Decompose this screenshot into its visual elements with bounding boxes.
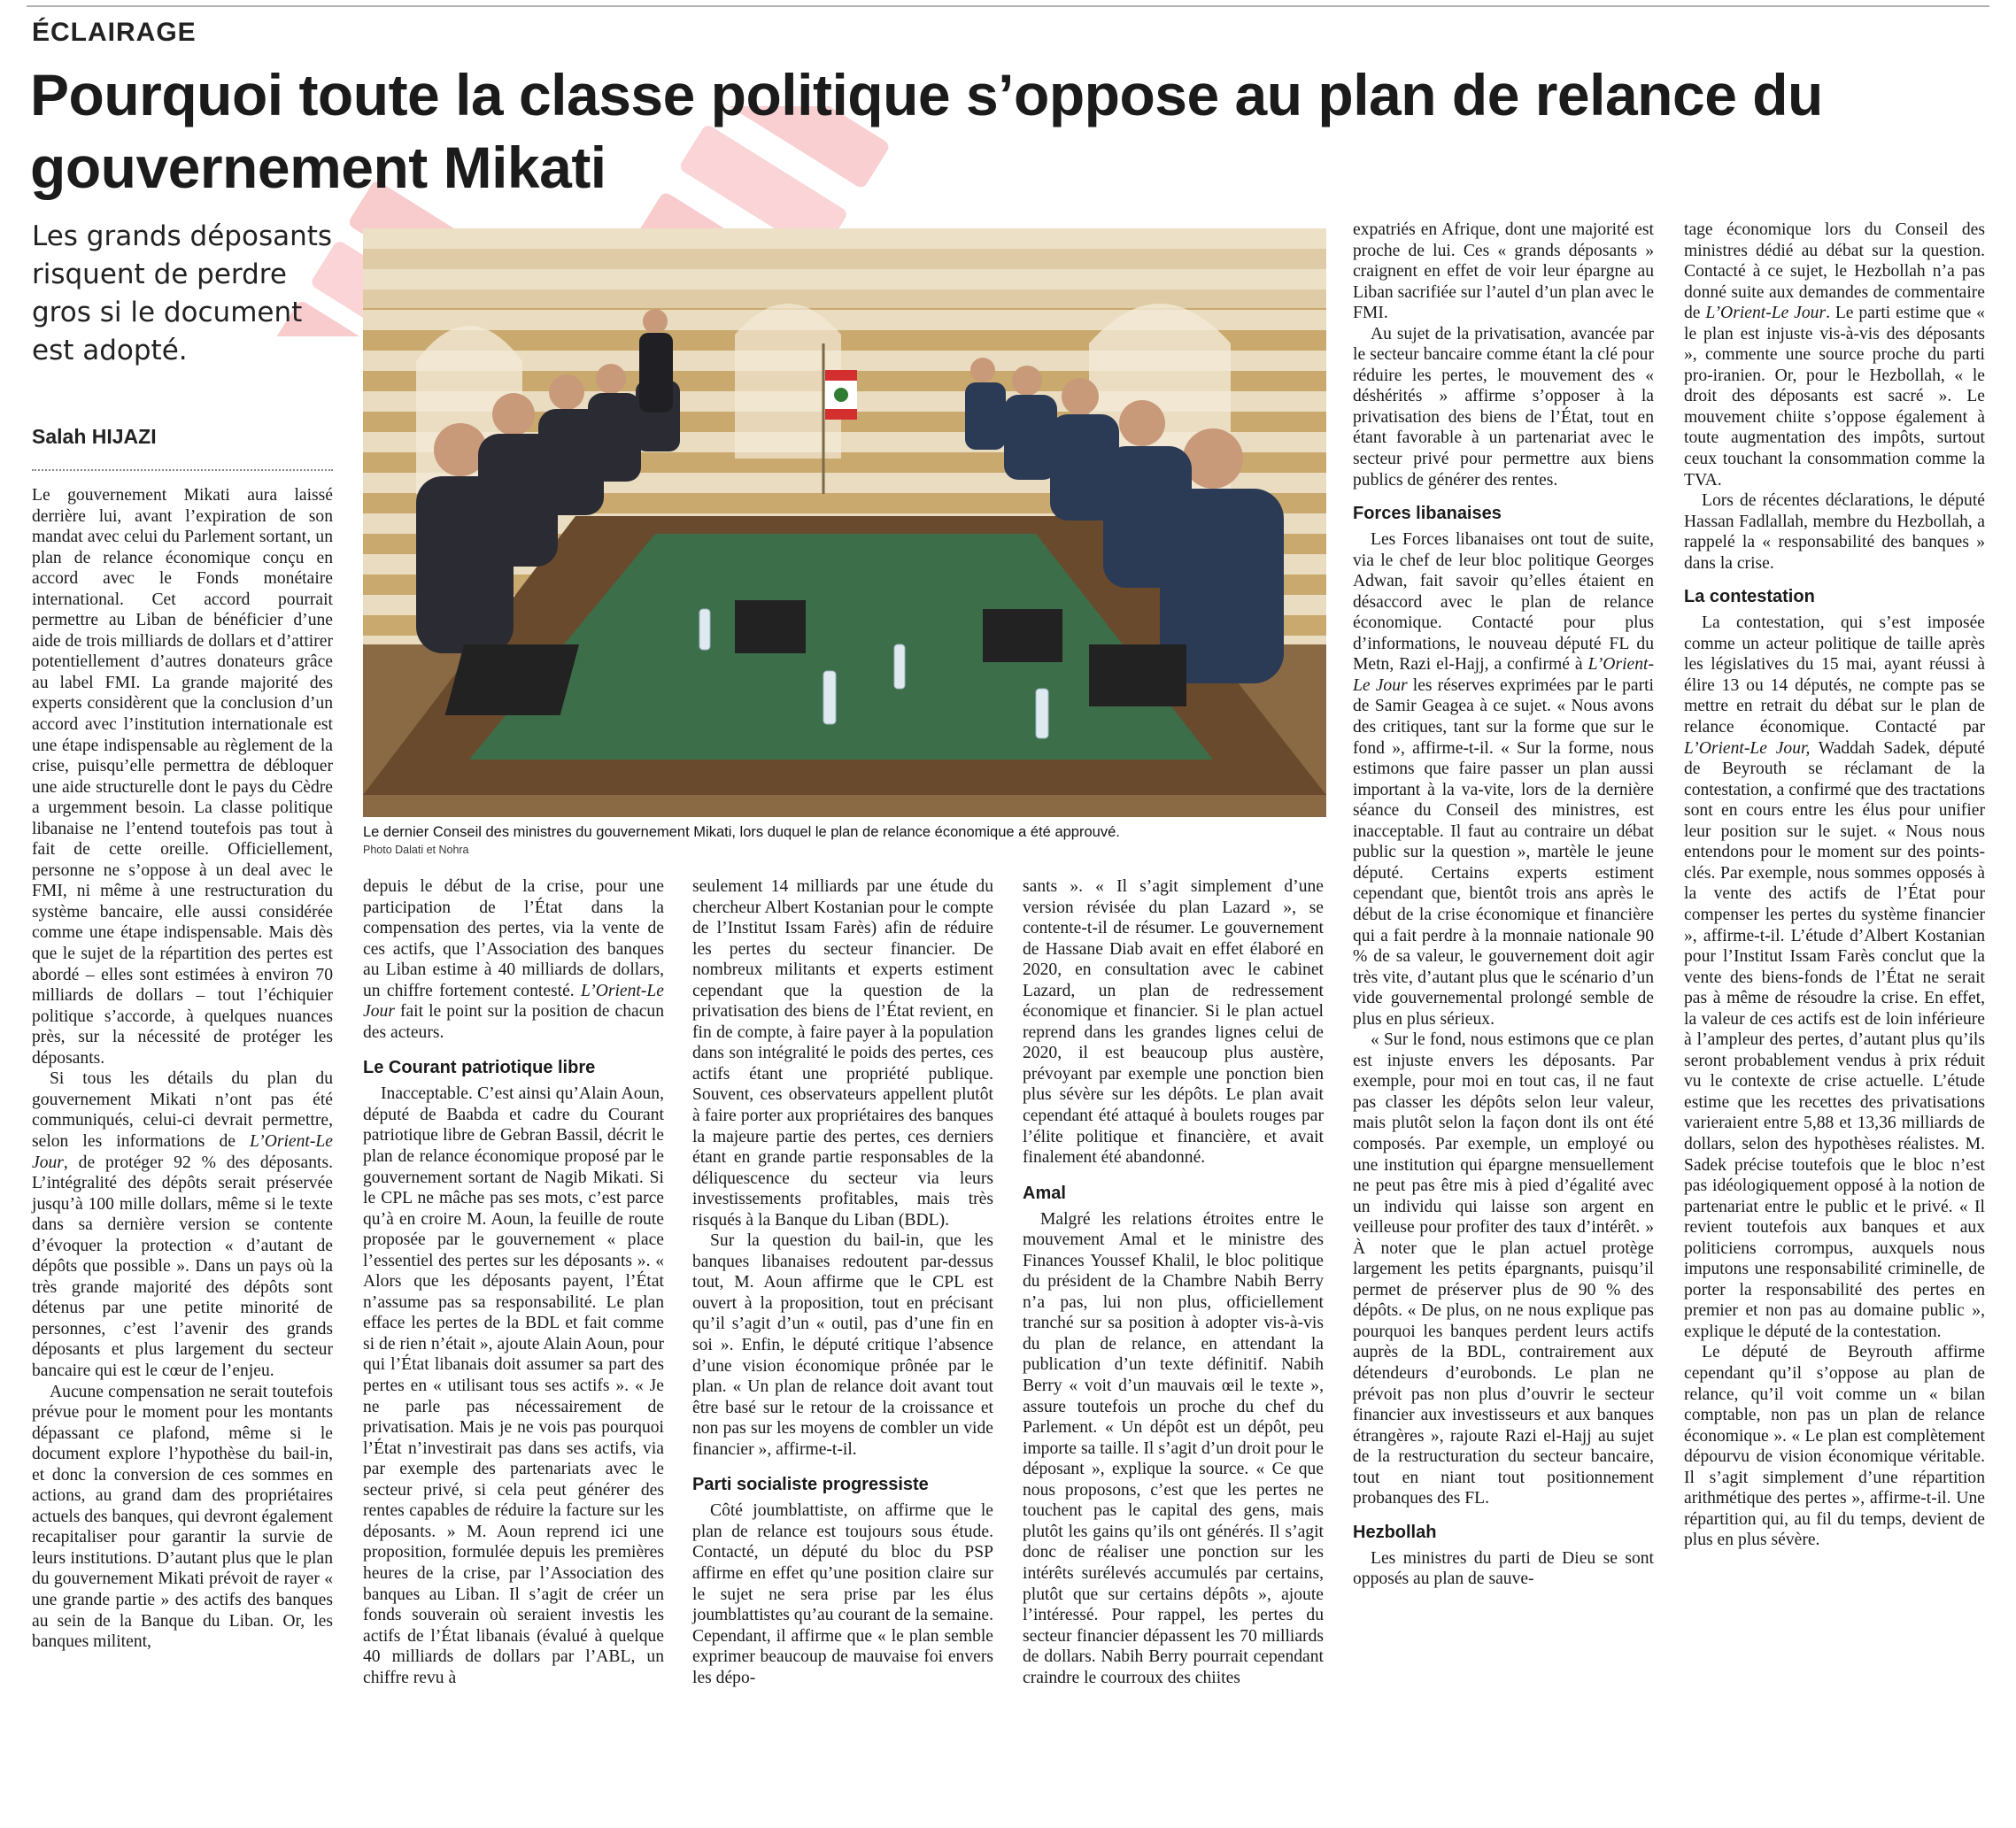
paragraph: sants ». « Il s’agit simplement d’une version révisée du plan Lazard », se contente-t-il de résumer. Le gouvernement de Hassane Diab avait en effet élaboré en 2020, en consultation avec le cabinet Lazard, un plan de redressement économique et financier. Si le plan actuel reprend dans les grandes lignes celui de 2020, il est beaucoup plus austère, prévoyant par exemple une ponction bien plus sévère sur les dépôts. Le plan avait cependant été attaqué à boulets rouges par l’élite politique et financière, et avait finalement été abandonné. <box>1023 877 1324 1168</box>
column-1 <box>32 485 333 1653</box>
paragraph: La contestation, qui s’est imposée comme un acteur politique de taille après les législatives du 15 mai, ayant réussi à élire 13 ou 14 députés, ne compte pas se mettre en retrait du débat sur le plan de relance économique. Contacté par L’Orient-Le Jour, Waddah Sadek, député de Beyrouth se réclamant de la contestation, a confirmé que des tractations sont en cours entre les élus pour unifier leur position sur le sujet. « Nous nous entendons pour le moment sur des points-clés. Par exemple, nous sommes opposés à la vente des actifs de l’État pour compenser les pertes du système financier », affirme-t-il. L’étude d’Albert Kostanian pour l’Institut Issam Farès conclut que la vente des biens-fonds de l’État ne serait pas à même de résoudre la crise. En effet, la valeur de ces actifs est de loin inférieure à l’ampleur des pertes, d’autant plus qu’ils seront probablement vendus à prix réduit vu le contexte de crise actuelle. L’étude estime que les recettes des privatisations varieraient entre 5,88 et 13,36 milliards de dollars, selon des hypothèses réalistes. M. Sadek précise toutefois que le bloc n’est pas idéologiquement opposé à la notion de partenariat entre le public et le privé. « Il revient toutefois aux banques et aux politiciens corrompus, auxquels nous imputons une responsabilité criminelle, de porter la responsabilité des pertes en premier et non pas au domaine public », explique le député de la contestation. <box>1684 613 1986 1341</box>
subhead-cpl: Le Courant patriotique libre <box>363 1058 596 1078</box>
byline: Salah HIJAZI <box>32 425 157 448</box>
section-kicker: ÉCLAIRAGE <box>32 18 197 47</box>
paragraph: Le gouvernement Mikati aura laissé derrière lui, avant l’expiration de son mandat avec celui du Parlement sortant, un plan de relance économique conçu en accord avec le Fonds monétaire international. Cet accord pourrait permettre au Liban de bénéficier d’une aide de trois milliards de dollars et d’attirer potentiellement d’autres donateurs grâce au label FMI. La grande majorité des experts considèrent que la conclusion d’un accord avec l’institution internationale est une étape indispensable au règlement de la crise, puisqu’elle permettra de débloquer une aide structurelle dont le pays du Cèdre a urgemment besoin. La classe politique libanaise ne l’entend toutefois pas tout à fait de cette oreille. Officiellement, personne ne s’oppose à un deal avec le FMI, ni même à une restructuration du système bancaire, elle aussi considérée comme une étape indispensable. Mais dès que le sujet de la répartition des pertes est abordé – elles sont estimées à environ 70 milliards de dollars – tout l’échiquier politique s’accorde, à quelques nuances près, sur la nécessité de protéger les déposants. <box>32 486 333 1068</box>
paragraph: Aucune compensation ne serait toutefois prévue pour le moment pour les montants dépassant ce plafond, même si le document explore l’hypothèse du bail-in, et donc la conversion de ces sommes en actions, au grand dam des propriétaires actuels des banques, qui devront également recapitaliser pour garantir la survie de leurs institutions. D’autant plus que le plan du gouvernement Mikati prévoit de rayer « une grande partie » des actifs des banques au sein de la Banque du Liban. Or, les banques militent, <box>32 1382 333 1652</box>
column-2 <box>363 876 664 1688</box>
paragraph: Sur la question du bail-in, que les banques libanaises redoutent par-dessus tout, M. Aoun affirme que le CPL est ouvert à la proposition, tout en précisant qu’il s’agit d’un « outil, pas d’une fin en soi ». Enfin, le député critique l’absence d’une vision économique prônée par le plan. « Un plan de relance doit avant tout être basé sur le retour de la croissance et non pas sur les moyens de combler un vide financier », affirme-t-il. <box>692 1231 993 1459</box>
byline-rule <box>32 469 333 471</box>
meeting-photo-drawing <box>363 228 1326 817</box>
top-rule <box>27 5 1989 7</box>
column-3 <box>692 876 993 1688</box>
paragraph: Malgré les relations étroites entre le mouvement Amal et le ministre des Finances Youssef Khalil, le bloc politique du président de la Chambre Nabih Berry n’a pas, lui non plus, officiellement tranché sur sa position à adopter vis-à-vis du plan de relance, en attendant la publication d’un texte définitif. Nabih Berry « voit d’un mauvais œil le texte », assure toutefois un proche du chef du Parlement. « Un dépôt est un dépôt, peu importe sa taille. Il s’agit d’un droit pour le déposant », explique la source. « Ce que nous proposons, c’est que les pertes ne touchent pas le capital des gens, mais plutôt les gains qu’ils ont générés. Il s’agit donc de réaliser une ponction sur les intérêts surélevés accumulés par certains, plutôt que sur certains dépôts », ajoute l’intéressé. Pour rappel, les pertes du secteur financier dépassent les 70 milliards de dollars. Nabih Berry pourrait cependant craindre le courroux des chiites <box>1023 1209 1324 1687</box>
lede: Les grands déposants risquent de perdre gros si le document est adopté. <box>32 220 333 366</box>
column-6 <box>1684 220 1985 1551</box>
subhead-psp: Parti socialiste progressiste <box>692 1475 929 1495</box>
paragraph: Les Forces libanaises ont tout de suite, via le chef de leur bloc politique Georges Adwan, fait savoir qu’elles étaient en désaccord avec le plan de relance économique. Contacté pour plus d’informations, le nouveau député FL du Metn, Razi el-Hajj, a confirmé à L’Orient-Le Jour les réserves exprimées par le parti de Samir Geagea à ce sujet. « Nous avons des critiques, tant sur la forme que sur le fond », affirme-t-il. « Sur la forme, nous estimons que faire passer un plan aussi important à la va-vite, lors de la dernière séance du Conseil des ministres, est inacceptable. Il faut au contraire un débat public sur la question », martèle le jeune député. Certains experts estiment cependant que, bientôt trois ans après le début de la crise économique et financière qui a fait perdre à la monnaie nationale 90 % de sa valeur, le gouvernement doit agir très vite, d’autant plus que le scénario d’un vide gouvernemental prolongé semble de plus en plus sérieux. <box>1353 530 1654 1029</box>
paragraph: Le député de Beyrouth affirme cependant qu’il s’oppose au plan de relance, qu’il voit comme un « bilan comptable, non pas un plan de relance économique ». « Le plan est complètement dépourvu de vision économique véritable. Il s’agit simplement d’une répartition arithmétique des pertes », affirme-t-il. Une répartition qui, au fil du temps, devient de plus en plus sévère. <box>1684 1343 1985 1550</box>
paragraph: seulement 14 milliards par une étude du chercheur Albert Kostanian pour le compte de l’Institut Issam Farès) afin de réduire les pertes du secteur financier. De nombreux militants et experts estiment cependant que la question de la privatisation des biens de l’État revient, en fin de compte, à faire payer à la population dans son intégralité le poids des pertes, ces actifs étant une propriété publique. Souvent, ces observateurs appellent plutôt à faire porter aux propriétaires des banques la majeure partie des pertes, ces derniers étant en grande partie responsables de la déliquescence du secteur via leurs investissements profitables, mais très risqués à la Banque du Liban (BDL). <box>692 877 993 1230</box>
meeting-photo <box>363 228 1326 817</box>
headline: Pourquoi toute la classe politique s’oppose au plan de relance du gouvernement Mikati <box>30 62 1823 200</box>
paragraph: tage économique lors du Conseil des ministres dédié au débat sur la question. Contacté à ce sujet, le Hezbollah n’a pas donné suite aux demandes de commentaire de L’Orient-Le Jour. Le parti estime que « le plan est injuste vis-à-vis des déposants », commente une source proche du parti pro-iranien. Or, pour le Hezbollah, « le droit des déposants est sacré ». Le mouvement chiite s’oppose également à toute augmentation des impôts, surtout ceux touchant la consommation comme la TVA. <box>1684 220 1985 490</box>
column-4 <box>1023 876 1324 1688</box>
paragraph: depuis le début de la crise, pour une participation de l’État dans la compensation des pertes, via la vente de ces actifs, que l’Association des banques au Liban estime à 40 milliards de dollars, un chiffre fortement contesté. L’Orient-Le Jour fait le point sur la position de chacun des acteurs. <box>363 877 664 1042</box>
subhead-contestation: La contestation <box>1684 587 1815 607</box>
paragraph: Les ministres du parti de Dieu se sont opposés au plan de sauve- <box>1353 1548 1654 1589</box>
paragraph: Lors de récentes déclarations, le député Hassan Fadlallah, membre du Hezbollah, a rappelé la « responsabilité des banques » dans la crise. <box>1684 491 1985 573</box>
subhead-amal: Amal <box>1023 1183 1066 1203</box>
column-5 <box>1353 220 1654 1590</box>
paragraph: Inacceptable. C’est ainsi qu’Alain Aoun, député de Baabda et cadre du Courant patriotique libre de Gebran Bassil, décrit le plan de relance économique proposé par le gouvernement sortant de Nagib Mikati. Si le CPL ne mâche pas ses mots, c’est parce qu’à en croire M. Aoun, la feuille de route proposée par le gouvernement « place l’essentiel des pertes sur les déposants ». « Alors que les déposants payent, l’État n’assume pas sa responsabilité. Le plan efface les pertes de la BDL et fait comme si de rien n’était », ajoute Alain Aoun, pour qui l’État libanais doit assumer sa part des pertes en « utilisant tous ses actifs ». « Je ne parle pas nécessairement de privatisation. Mais je ne vois pas pourquoi l’État n’investirait pas dans ses actifs, via par exemple des partenariats avec le secteur privé, si cela peut générer des rentes capables de réduire la facture sur les déposants. » M. Aoun reprend ici une proposition, formulée depuis les premières heures de la crise, par l’Association des banques au Liban. Il s’agit de créer un fonds souverain où seraient investis les actifs de l’État libanais (évalué à quelque 40 milliards de dollars par l’ABL, un chiffre revu à <box>363 1084 664 1687</box>
paragraph: Côté joumblattiste, on affirme que le plan de relance est toujours sous étude. Contacté, un député du bloc du PSP affirme en effet qu’une position claire sur le sujet ne sera prise par les élus joumblattistes qu’au courant de la semaine. Cependant, il affirme que « le plan semble exprimer beaucoup de mauvaise foi envers les dépo- <box>692 1501 993 1687</box>
paragraph: Au sujet de la privatisation, avancée par le secteur bancaire comme étant la clé pour réduire les pertes, le mouvement des « déshérités » affirme s’opposer à la privatisation des biens de l’État, tout en étant favorable à un partenariat avec le secteur privé pour permettre aux biens publics de générer des rentes. <box>1353 324 1654 490</box>
paragraph: Si tous les détails du plan du gouvernement Mikati n’ont pas été communiqués, celui-ci devrait permettre, selon les informations de L’Orient-Le Jour, de protéger 92 % des déposants. L’intégralité des dépôts serait préservée jusqu’à 100 mille dollars, même si le texte dans sa dernière version se contente d’évoquer la protection « d’autant de dépôts que possible ». Dans un pays où la très grande majorité des dépôts sont détenus par une petite minorité de personnes, c’est l’avenir des grands déposants et plus largement du secteur bancaire qui est le cœur de l’enjeu. <box>32 1069 333 1380</box>
photo-credit: Photo Dalati et Nohra <box>363 844 469 856</box>
subhead-hezbollah: Hezbollah <box>1353 1522 1437 1542</box>
photo-caption: Le dernier Conseil des ministres du gouvernement Mikati, lors duquel le plan de relance économique a été approuvé. <box>363 824 1120 840</box>
paragraph: expatriés en Afrique, dont une majorité est proche de lui. Ces « grands déposants » craignent en effet de voir leur épargne au Liban sacrifiée sur l’autel d’un plan avec le FMI. <box>1353 220 1655 323</box>
subhead-fl: Forces libanaises <box>1353 504 1502 524</box>
paragraph: « Sur le fond, nous estimons que ce plan est injuste envers les déposants. Par exemple, pour moi en tout cas, il ne faut pas classer les dépôts selon leur valeur, mais plutôt selon la façon dont ils ont été composés. Par exemple, un employé ou une institution qui épargne mensuellement ne peut pas être mis à pied d’égalité avec un individu qui laisse son argent en veilleuse pour profiter des taux d’intérêt. » À noter que le plan actuel protège largement les petits épargnants, puisqu’il permet de préserver plus de 90 % des dépôts. « De plus, on ne nous explique pas pourquoi les banques perdent leurs actifs auprès de la BDL, contrairement aux détendeurs d’eurobonds. Le plan ne prévoit pas non plus d’ouvrir le secteur financier aux investisseurs et aux banques étrangères », rajoute Razi el-Hajj au sujet de la restructuration du secteur bancaire, tout en niant tout positionnement probanques des FL. <box>1353 1030 1654 1508</box>
